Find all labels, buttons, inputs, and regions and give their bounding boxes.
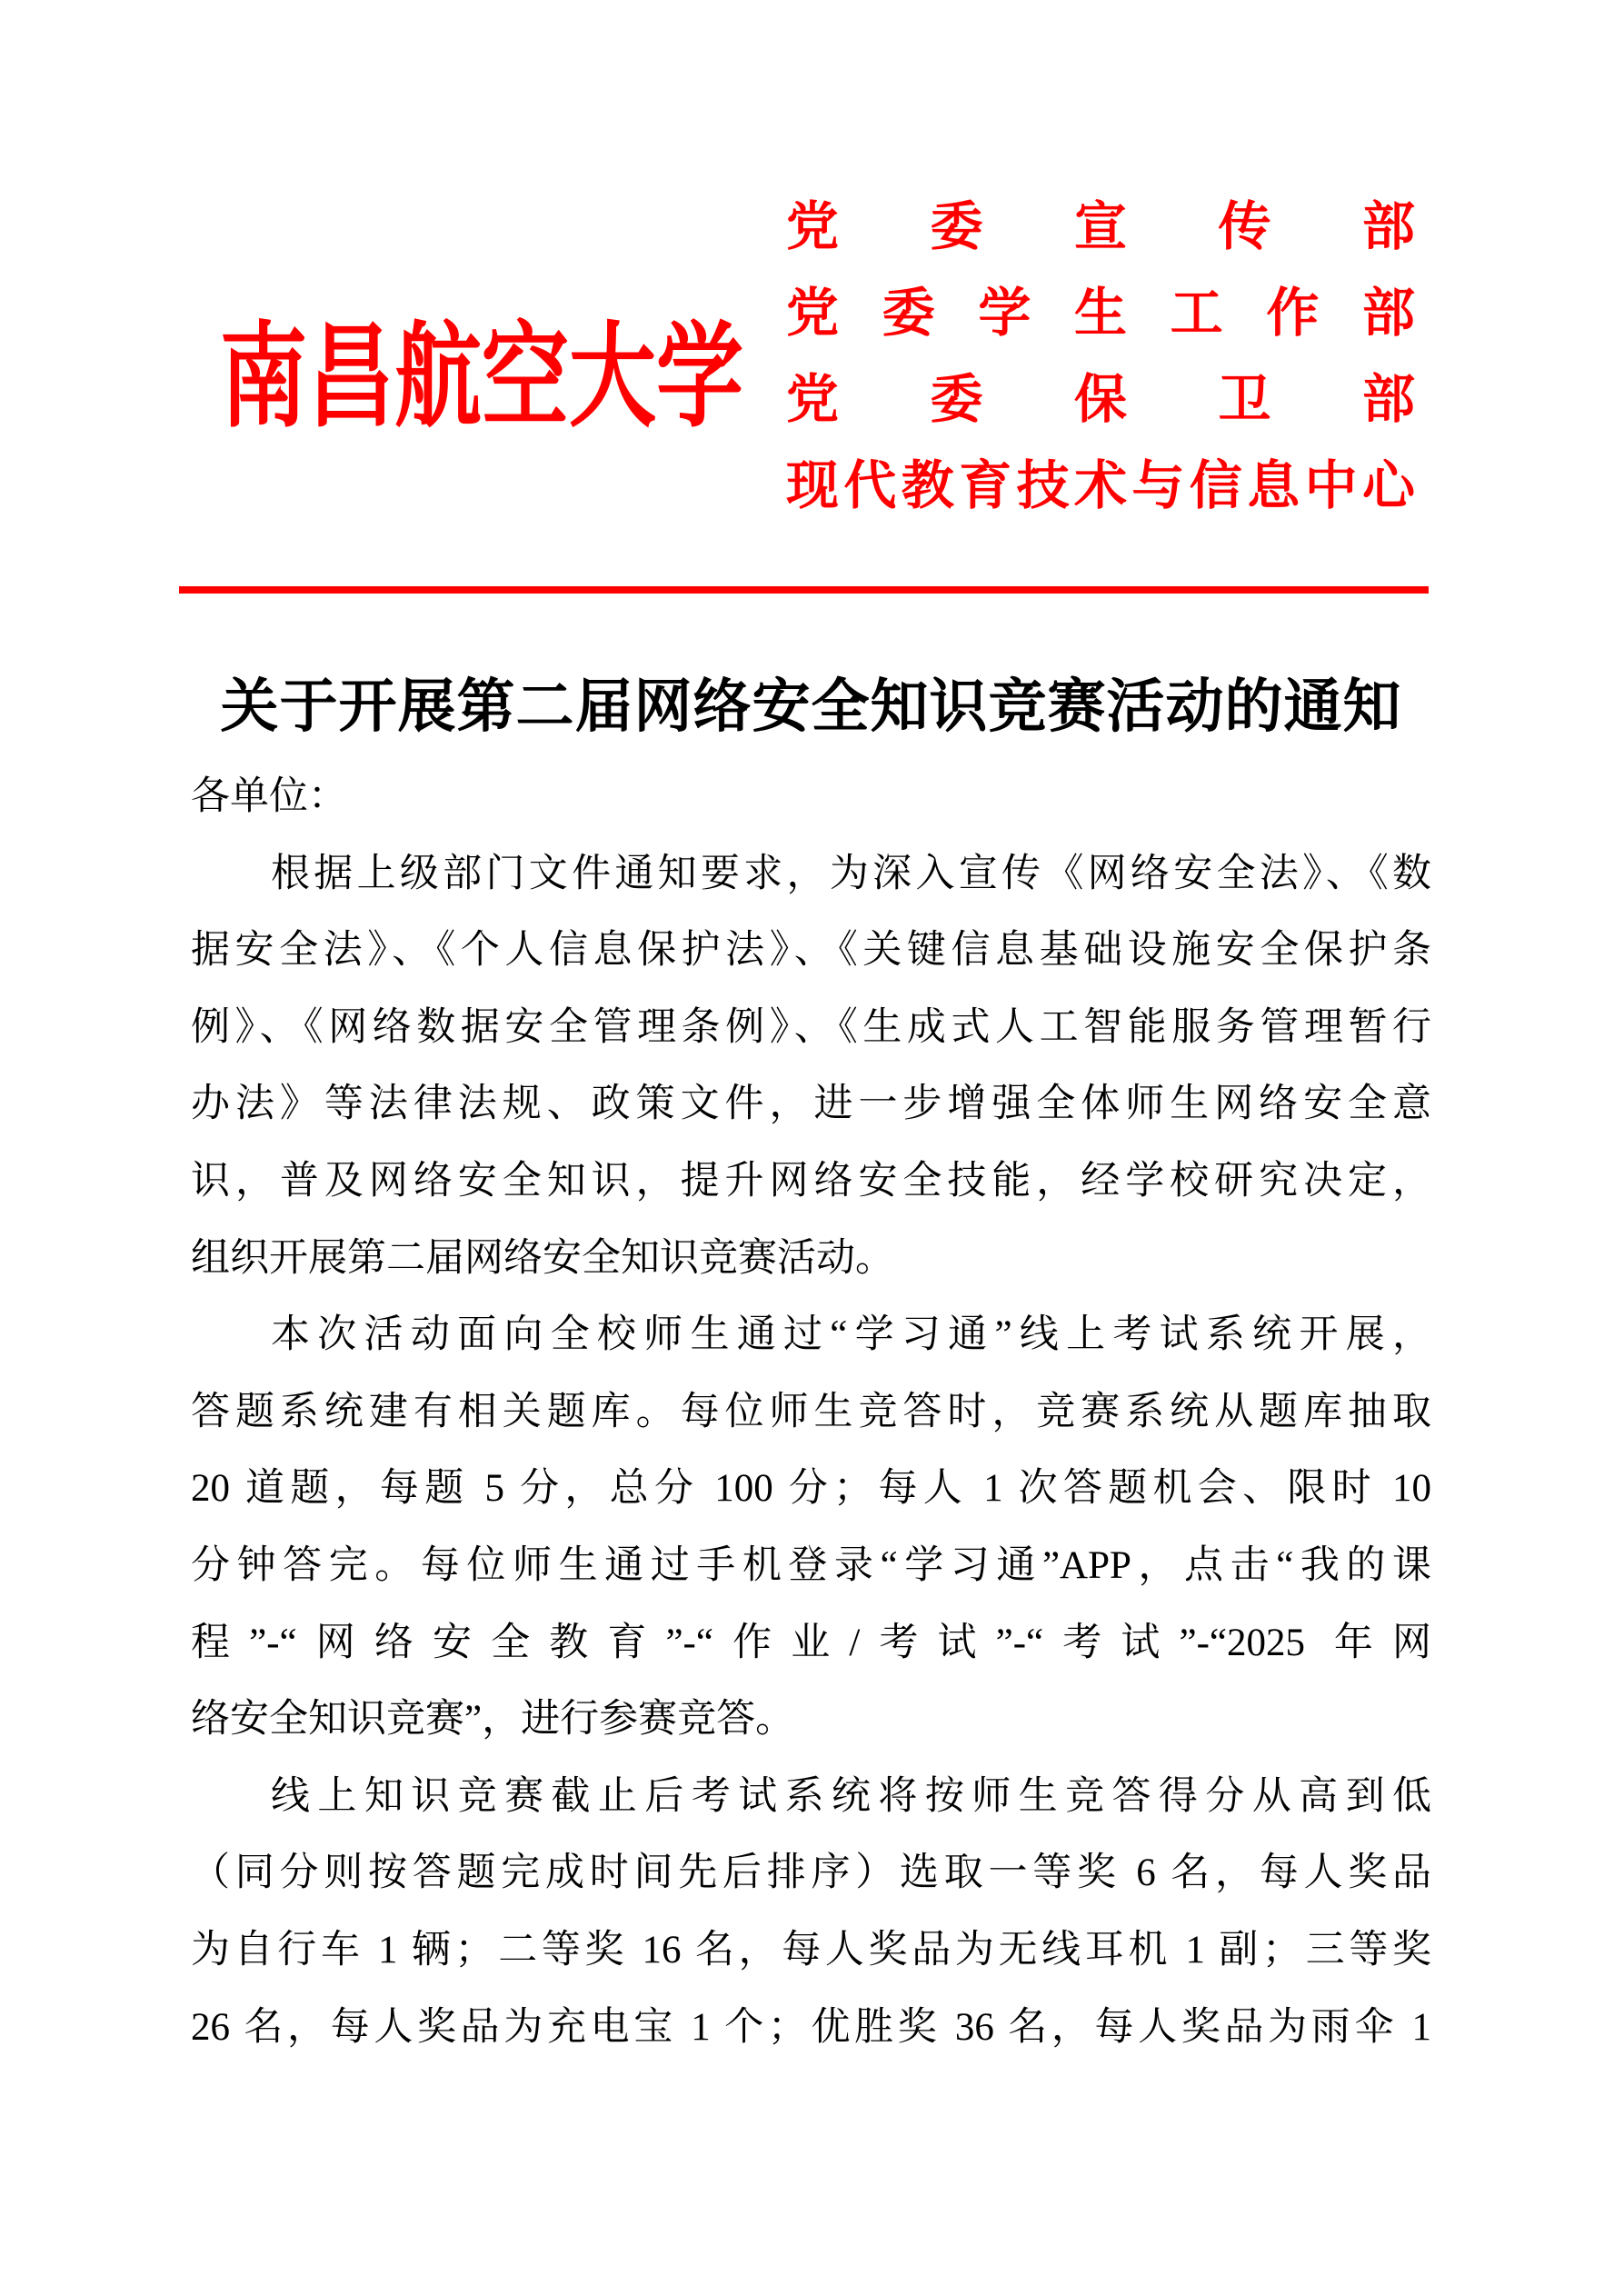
notice-title: 关于开展第二届网络安全知识竞赛活动的通知 [220, 674, 1402, 739]
body-line: 办法》等法律法规、政策文件，进一步增强全体师生网络安全意 [191, 1083, 1431, 1126]
body-line: 本次活动面向全校师生通过“学习通”线上考试系统开展， [271, 1313, 1431, 1357]
body-line: 26 名，每人奖品为充电宝 1 个；优胜奖 36 名，每人奖品为雨伞 1 [191, 2005, 1431, 2049]
department-line-student-affairs: 党委学生工作部 [786, 284, 1415, 343]
body-line: （同分则按答题完成时间先后排序）选取一等奖 6 名，每人奖品 [191, 1852, 1431, 1895]
body-line: 线上知识竞赛截止后考试系统将按师生竞答得分从高到低 [271, 1774, 1431, 1818]
body-line: 络安全知识竞赛”，进行参赛竞答。 [191, 1698, 795, 1742]
body-line: 程”-“网络安全教育”-“作业/考试”-“考试”-“2025 年网 [191, 1621, 1431, 1664]
body-line: 分钟答完。每位师生通过手机登录“学习通”APP，点击“我的课 [191, 1543, 1431, 1587]
notice-body [191, 759, 1431, 2066]
body-line: 20 道题，每题 5 分，总分 100 分；每人 1 次答题机会、限时 10 [191, 1467, 1431, 1511]
body-line: 答题系统建有相关题库。每位师生竞答时，竞赛系统从题库抽取 [191, 1390, 1431, 1433]
body-line: 为自行车 1 辆；二等奖 16 名，每人奖品为无线耳机 1 副；三等奖 [191, 1928, 1431, 1972]
body-line: 据安全法》、《个人信息保护法》、《关键信息基础设施安全保护条 [191, 929, 1431, 973]
body-line: 组织开展第二届网络安全知识竞赛活动。 [191, 1236, 894, 1280]
department-line-security-dept: 党委保卫部 [786, 370, 1415, 429]
body-line-salutation: 各单位： [191, 775, 347, 818]
department-line-propaganda: 党委宣传部 [786, 197, 1415, 256]
university-name: 南昌航空大学 [220, 314, 743, 441]
body-line: 例》、《网络数据安全管理条例》、《生成式人工智能服务管理暂行 [191, 1005, 1431, 1049]
department-block [786, 184, 1415, 529]
body-line: 根据上级部门文件通知要求，为深入宣传《网络安全法》、《数 [271, 852, 1431, 895]
department-line-edu-tech-info-center: 现代教育技术与信息中心 [786, 456, 1415, 515]
body-line: 识，普及网络安全知识，提升网络安全技能，经学校研究决定， [191, 1159, 1431, 1203]
red-divider-rule [179, 586, 1429, 594]
